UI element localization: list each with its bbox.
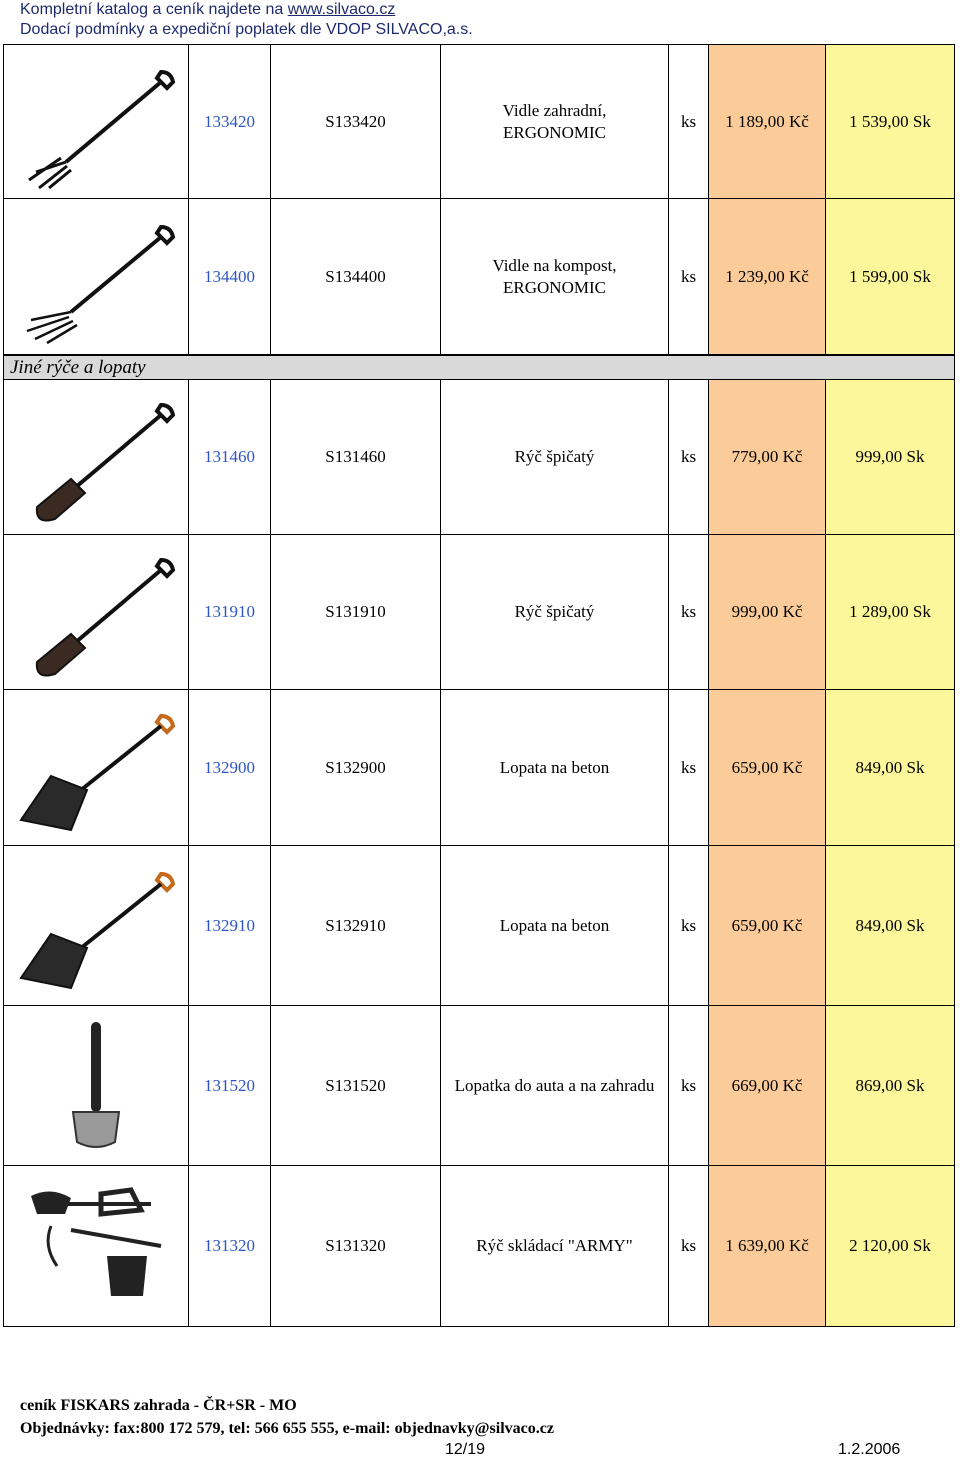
- product-name: Rýč špičatý: [441, 380, 669, 534]
- product-scode: S131910: [271, 535, 441, 689]
- price-czk: 1 189,00 Kč: [709, 45, 826, 198]
- product-image: [4, 1006, 189, 1165]
- product-image: [4, 380, 189, 534]
- price-czk: 1 639,00 Kč: [709, 1166, 826, 1326]
- folding-spade-icon: [11, 1176, 181, 1316]
- table-row: [3, 1006, 955, 1166]
- price-czk: 1 239,00 Kč: [709, 199, 826, 354]
- product-unit: ks: [669, 846, 709, 1005]
- product-name: Vidle na kompost, ERGONOMIC: [441, 199, 669, 354]
- price-skk: 1 599,00 Sk: [826, 199, 954, 354]
- product-name: Vidle zahradní, ERGONOMIC: [441, 45, 669, 198]
- table-row: [3, 380, 955, 535]
- footer-contact: Objednávky: fax:800 172 579, tel: 566 655 555, e-mail: objednavky@silvaco.cz: [20, 1420, 554, 1437]
- concrete-shovel-icon: [11, 856, 181, 996]
- product-code: 131460: [189, 380, 271, 534]
- product-unit: ks: [669, 1006, 709, 1165]
- delivery-terms: Dodací podmínky a expediční poplatek dle VDOP SILVACO,a.s.: [20, 21, 473, 38]
- product-image: [4, 690, 189, 845]
- page-number: 12/19: [445, 1441, 486, 1458]
- product-name: Rýč špičatý: [441, 535, 669, 689]
- car-shovel-icon: [11, 1016, 181, 1156]
- table-row: [3, 690, 955, 846]
- price-skk: 1 539,00 Sk: [826, 45, 954, 198]
- product-code: 132900: [189, 690, 271, 845]
- price-czk: 999,00 Kč: [709, 535, 826, 689]
- product-code: 134400: [189, 199, 271, 354]
- product-name: Lopatka do auta a na zahradu: [441, 1006, 669, 1165]
- product-scode: S131520: [271, 1006, 441, 1165]
- pointed-spade-icon: [11, 387, 181, 527]
- product-unit: ks: [669, 199, 709, 354]
- product-code: 133420: [189, 45, 271, 198]
- product-scode: S133420: [271, 45, 441, 198]
- product-unit: ks: [669, 535, 709, 689]
- price-skk: 1 289,00 Sk: [826, 535, 954, 689]
- price-czk: 669,00 Kč: [709, 1006, 826, 1165]
- product-code: 131320: [189, 1166, 271, 1326]
- product-image: [4, 199, 189, 354]
- table-row: [3, 199, 955, 355]
- product-unit: ks: [669, 690, 709, 845]
- concrete-shovel-icon: [11, 698, 181, 838]
- product-scode: S132900: [271, 690, 441, 845]
- price-skk: 869,00 Sk: [826, 1006, 954, 1165]
- garden-fork-icon: [11, 52, 181, 192]
- price-skk: 2 120,00 Sk: [826, 1166, 954, 1326]
- product-scode: S131320: [271, 1166, 441, 1326]
- product-unit: ks: [669, 380, 709, 534]
- price-skk: 849,00 Sk: [826, 846, 954, 1005]
- product-name: Lopata na beton: [441, 846, 669, 1005]
- price-czk: 659,00 Kč: [709, 846, 826, 1005]
- catalog-notice: [20, 0, 395, 20]
- product-unit: ks: [669, 1166, 709, 1326]
- product-image: [4, 45, 189, 198]
- product-scode: S131460: [271, 380, 441, 534]
- compost-fork-icon: [11, 207, 181, 347]
- footer-title: ceník FISKARS zahrada - ČR+SR - MO: [20, 1397, 297, 1414]
- product-name: Lopata na beton: [441, 690, 669, 845]
- footer-date: 1.2.2006: [838, 1441, 901, 1458]
- product-code: 131910: [189, 535, 271, 689]
- table-row: [3, 535, 955, 690]
- product-scode: S134400: [271, 199, 441, 354]
- product-unit: ks: [669, 45, 709, 198]
- section-title: Jiné rýče a lopaty: [3, 355, 955, 380]
- product-image: [4, 1166, 189, 1326]
- table-row: [3, 44, 955, 199]
- table-row: [3, 846, 955, 1006]
- catalog-notice-text: Kompletní katalog a ceník najdete na: [20, 1, 288, 18]
- catalog-link[interactable]: www.silvaco.cz: [287, 1, 396, 18]
- product-image: [4, 846, 189, 1005]
- product-code: 132910: [189, 846, 271, 1005]
- product-image: [4, 535, 189, 689]
- price-skk: 849,00 Sk: [826, 690, 954, 845]
- table-row: [3, 1166, 955, 1327]
- price-czk: 659,00 Kč: [709, 690, 826, 845]
- product-scode: S132910: [271, 846, 441, 1005]
- price-czk: 779,00 Kč: [709, 380, 826, 534]
- product-code: 131520: [189, 1006, 271, 1165]
- price-skk: 999,00 Sk: [826, 380, 954, 534]
- pointed-spade-icon: [11, 542, 181, 682]
- product-name: Rýč skládací "ARMY": [441, 1166, 669, 1326]
